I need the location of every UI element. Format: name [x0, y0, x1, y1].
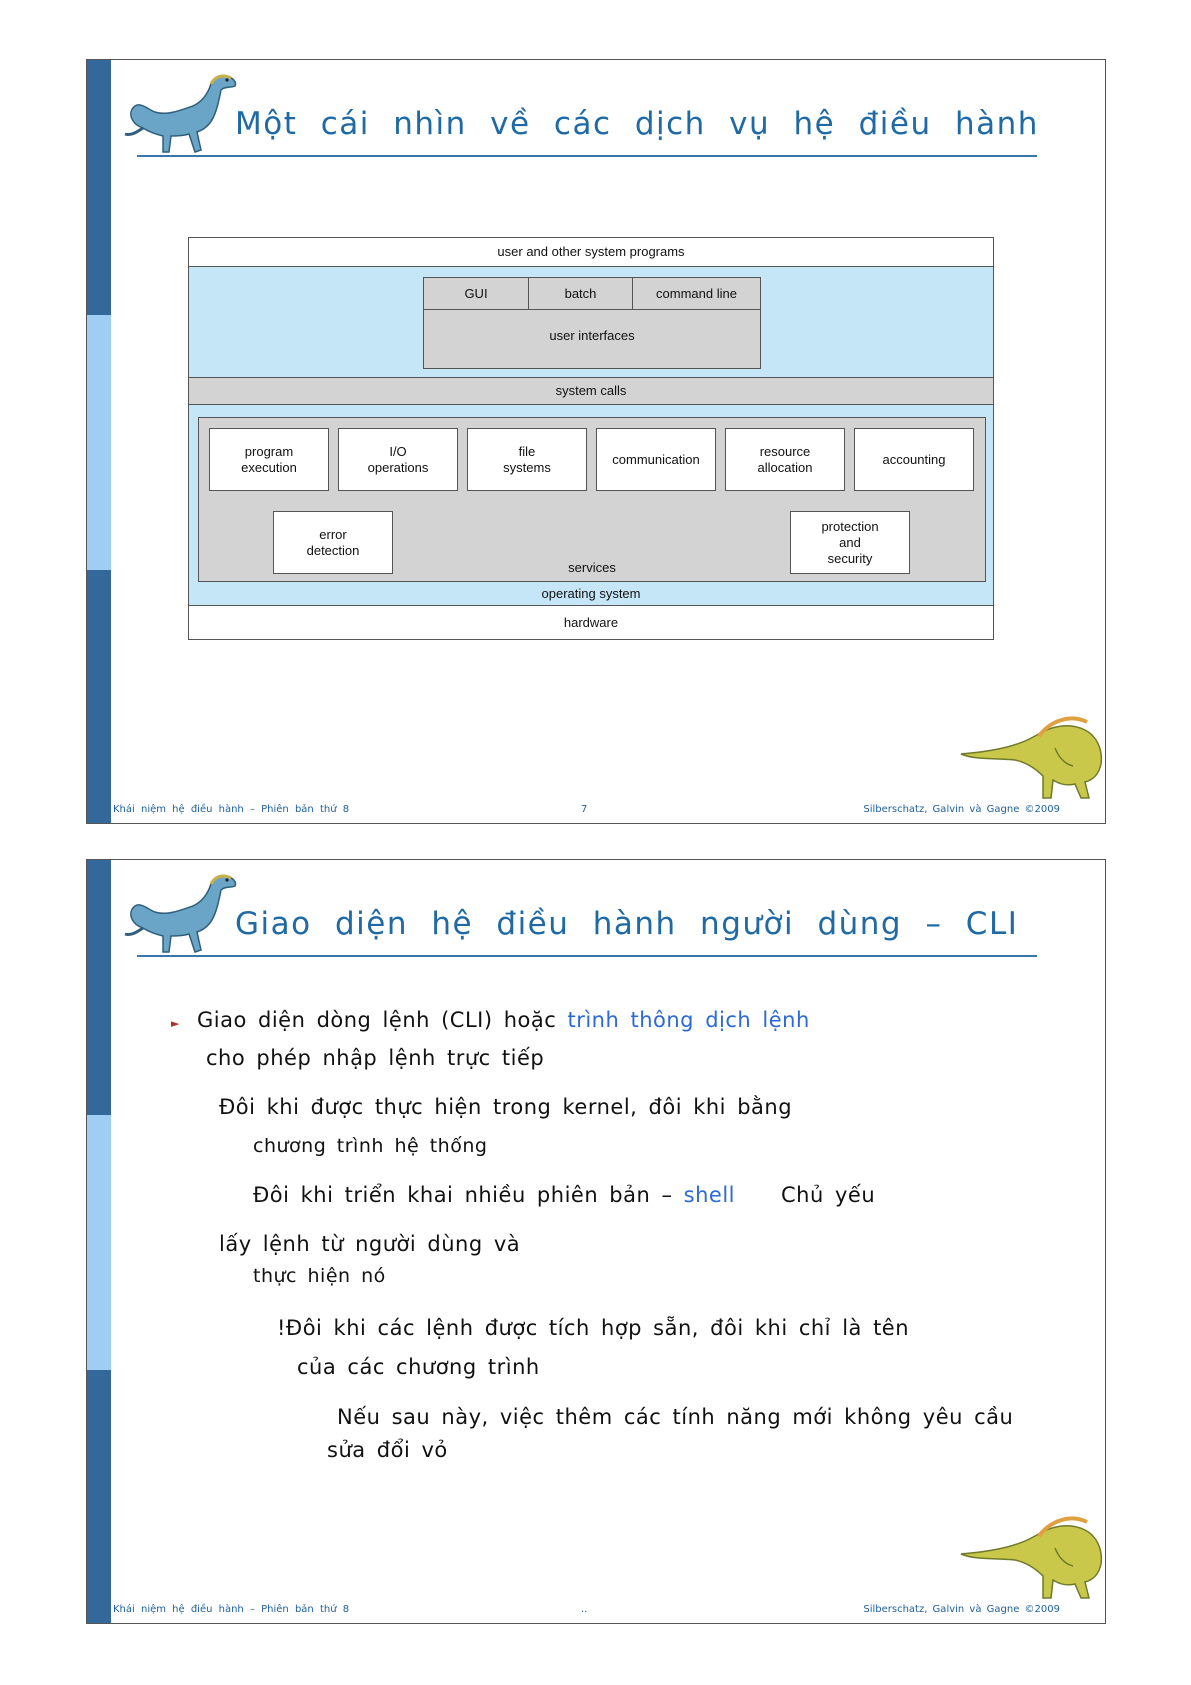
operating-system-label: operating system — [541, 586, 641, 601]
slide-left-bar — [87, 60, 111, 823]
bullet-line-3: Đôi khi được thực hiện trong kernel, đôi khi bằng — [219, 1095, 793, 1119]
title-underline — [137, 155, 1037, 157]
footer-copyright: Silberschatz, Galvin và Gagne ©2009 — [863, 804, 1060, 815]
slide-left-bar — [87, 860, 111, 1623]
slide-cli — [86, 859, 1106, 1624]
footer-page-number: 7 — [581, 804, 588, 815]
dinosaur-icon — [955, 708, 1105, 800]
user-programs-label: user and other system programs — [497, 244, 685, 259]
bullet-line-11: sửa đổi vỏ — [327, 1438, 448, 1462]
bullet-line-7: thực hiện nó — [253, 1265, 386, 1287]
service-protection-security: protection and security — [790, 511, 910, 574]
footer-course-title: Khái niệm hệ điều hành – Phiên bản thứ 8 — [113, 1604, 350, 1615]
os-services-diagram — [188, 237, 994, 640]
user-interfaces-box — [423, 277, 761, 369]
system-calls-label: system calls — [555, 383, 627, 398]
ui-tab-gui: GUI — [424, 278, 529, 310]
dinosaur-icon — [955, 1508, 1105, 1600]
slide-title: Giao diện hệ điều hành người dùng – CLI — [235, 906, 1019, 942]
services-label: services — [568, 560, 616, 575]
footer-course-title: Khái niệm hệ điều hành – Phiên bản thứ 8 — [113, 804, 350, 815]
service-communication: communication — [596, 428, 716, 491]
bullet-line-6: lấy lệnh từ người dùng và — [219, 1232, 521, 1256]
bullet-line-2: cho phép nhập lệnh trực tiếp — [206, 1046, 545, 1070]
service-file-systems: file systems — [467, 428, 587, 491]
footer-copyright: Silberschatz, Galvin và Gagne ©2009 — [863, 1604, 1060, 1615]
title-underline — [137, 955, 1037, 957]
dinosaur-icon — [123, 66, 243, 158]
hardware-label: hardware — [563, 615, 619, 630]
service-program-execution: program execution — [209, 428, 329, 491]
dinosaur-icon — [123, 866, 243, 958]
footer-page-number: .. — [581, 1604, 588, 1615]
service-accounting: accounting — [854, 428, 974, 491]
bullet-arrow-icon: ► — [171, 1017, 180, 1030]
user-interfaces-label: user interfaces — [549, 328, 635, 343]
slide-os-services — [86, 59, 1106, 824]
bullet-line-8: !Đôi khi các lệnh được tích hợp sẵn, đôi khi chỉ là tên — [277, 1316, 910, 1340]
bullet-line-10: Nếu sau này, việc thêm các tính năng mới không yêu cầu — [337, 1405, 1014, 1429]
ui-tab-command-line: command line — [633, 278, 760, 310]
bullet-line-4: chương trình hệ thống — [253, 1135, 488, 1157]
bullet-line-1: Giao diện dòng lệnh (CLI) hoặc trình thông dịch lệnh — [197, 1008, 810, 1032]
service-io-operations: I/O operations — [338, 428, 458, 491]
services-box — [198, 417, 986, 582]
service-resource-allocation: resource allocation — [725, 428, 845, 491]
ui-tab-batch: batch — [529, 278, 633, 310]
bullet-line-5: Đôi khi triển khai nhiều phiên bản – shell Chủ yếu — [253, 1183, 876, 1207]
slide-title: Một cái nhìn về các dịch vụ hệ điều hành — [235, 106, 1039, 142]
bullet-line-9: của các chương trình — [297, 1355, 540, 1379]
service-error-detection: error detection — [273, 511, 393, 574]
